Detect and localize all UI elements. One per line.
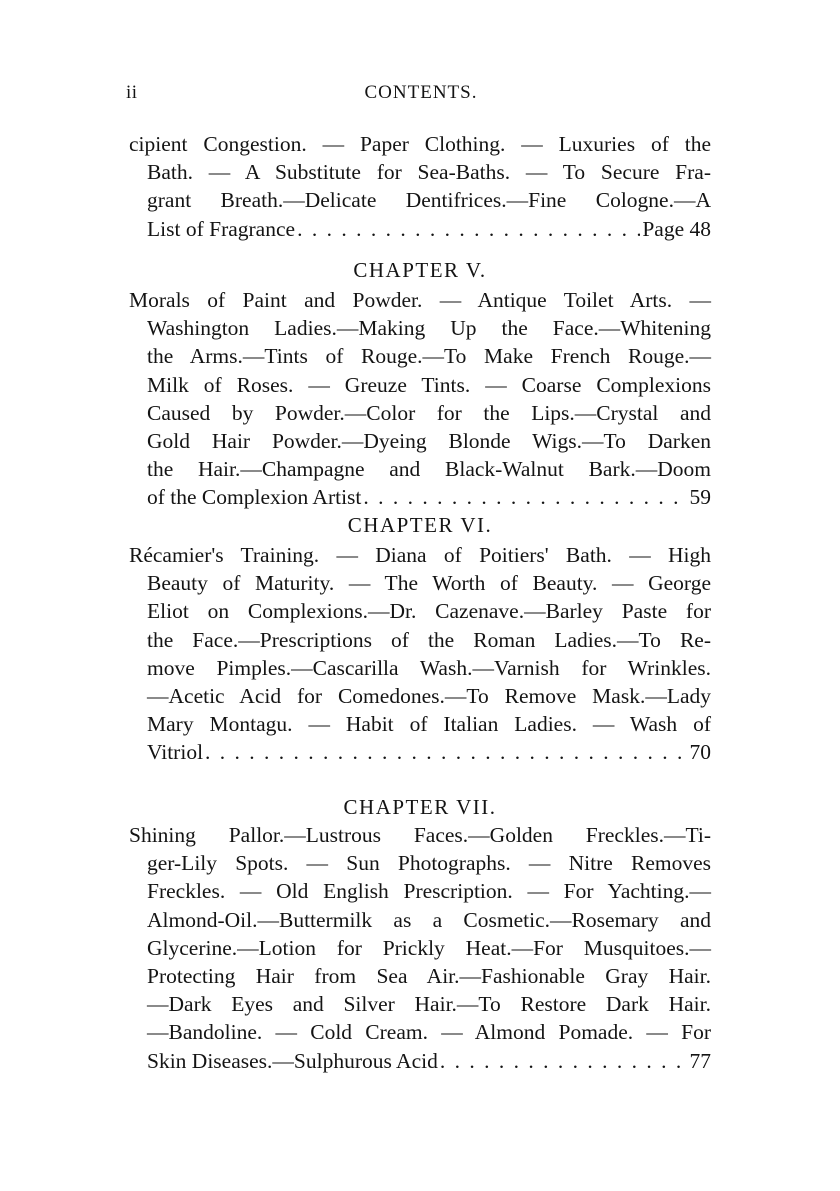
entry-last-line	[129, 738, 711, 766]
entry-last-text: of the Complexion Artist	[147, 485, 362, 510]
entry-last-text: List of Fragrance	[147, 216, 296, 241]
entry-page-ref: 77	[689, 1048, 711, 1073]
chapter-v-heading: CHAPTER V.	[353, 258, 487, 282]
entry-line: —Dark Eyes and Silver Hair.—To Restore Dark Hair.	[147, 992, 711, 1017]
dot-leader	[363, 483, 687, 511]
entry-last-text: Skin Diseases.—Sulphurous Acid	[147, 1048, 438, 1073]
entry-line: the Hair.—Champagne and Black-Walnut Bark.—Doom	[147, 457, 711, 482]
entry-line: the Arms.—Tints of Rouge.—To Make French Rouge.—	[147, 344, 711, 369]
entry-line: —Acetic Acid for Comedones.—To Remove Mask.—Lady	[147, 684, 711, 709]
entry-line: move Pimples.—Cascarilla Wash.—Varnish for Wrinkles.	[147, 655, 711, 680]
chapter-vi-heading: CHAPTER VI.	[347, 513, 493, 537]
running-head	[126, 82, 716, 108]
entry-last-text: Vitriol	[147, 740, 204, 765]
entry-page-ref: Page 48	[642, 216, 711, 241]
chapter-v-contents-entry	[129, 286, 711, 512]
chapter-vii-heading: CHAPTER VII.	[343, 795, 497, 819]
entry-line: Freckles. — Old English Prescription. — For Yachting.—	[147, 879, 711, 904]
chapter-iv-contents-entry	[129, 130, 711, 243]
entry-line: Washington Ladies.—Making Up the Face.—Whitening	[147, 316, 711, 341]
entry-page-ref: 59	[689, 485, 711, 510]
entry-line: Morals of Paint and Powder. — Antique Toilet Arts. —	[129, 288, 711, 312]
running-title: CONTENTS.	[364, 82, 478, 103]
entry-line: Beauty of Maturity. — The Worth of Beauty. — George	[147, 571, 711, 596]
entry-line: Récamier's Training. — Diana of Poitiers' Bath. — High	[129, 543, 711, 567]
entry-line: —Bandoline. — Cold Cream. — Almond Pomade. — For	[147, 1020, 711, 1045]
entry-last-line	[129, 483, 711, 511]
dot-leader	[297, 215, 640, 243]
entry-line: Mary Montagu. — Habit of Italian Ladies. — Wash of	[147, 712, 711, 737]
entry-line: Shining Pallor.—Lustrous Faces.—Golden Freckles.—Ti-	[129, 823, 711, 847]
entry-line: ger-Lily Spots. — Sun Photographs. — Nitre Removes	[147, 851, 711, 876]
entry-page-ref: 70	[689, 740, 711, 765]
entry-line: Eliot on Complexions.—Dr. Cazenave.—Barley Paste for	[147, 599, 711, 624]
chapter-vi-contents-entry	[129, 541, 711, 767]
entry-line: Gold Hair Powder.—Dyeing Blonde Wigs.—To Darken	[147, 429, 711, 454]
entry-line: cipient Congestion. — Paper Clothing. — Luxuries of the	[129, 132, 711, 156]
dot-leader	[440, 1047, 688, 1075]
entry-line: grant Breath.—Delicate Dentifrices.—Fine Cologne.—A	[147, 188, 711, 213]
entry-last-line	[129, 215, 711, 243]
entry-line: Milk of Roses. — Greuze Tints. — Coarse Complexions	[147, 372, 711, 397]
entry-line: Glycerine.—Lotion for Prickly Heat.—For Musquitoes.—	[147, 935, 711, 960]
page-number: ii	[126, 82, 138, 103]
entry-line: Bath. — A Substitute for Sea-Baths. — To Secure Fra-	[147, 160, 711, 185]
entry-line: Caused by Powder.—Color for the Lips.—Crystal and	[147, 400, 711, 425]
dot-leader	[205, 738, 687, 766]
entry-line: Almond-Oil.—Buttermilk as a Cosmetic.—Rosemary and	[147, 907, 711, 932]
entry-last-line	[129, 1047, 711, 1075]
entry-line: Protecting Hair from Sea Air.—Fashionable Gray Hair.	[147, 964, 711, 989]
chapter-vii-contents-entry	[129, 821, 711, 1075]
entry-line: the Face.—Prescriptions of the Roman Ladies.—To Re-	[147, 627, 711, 652]
